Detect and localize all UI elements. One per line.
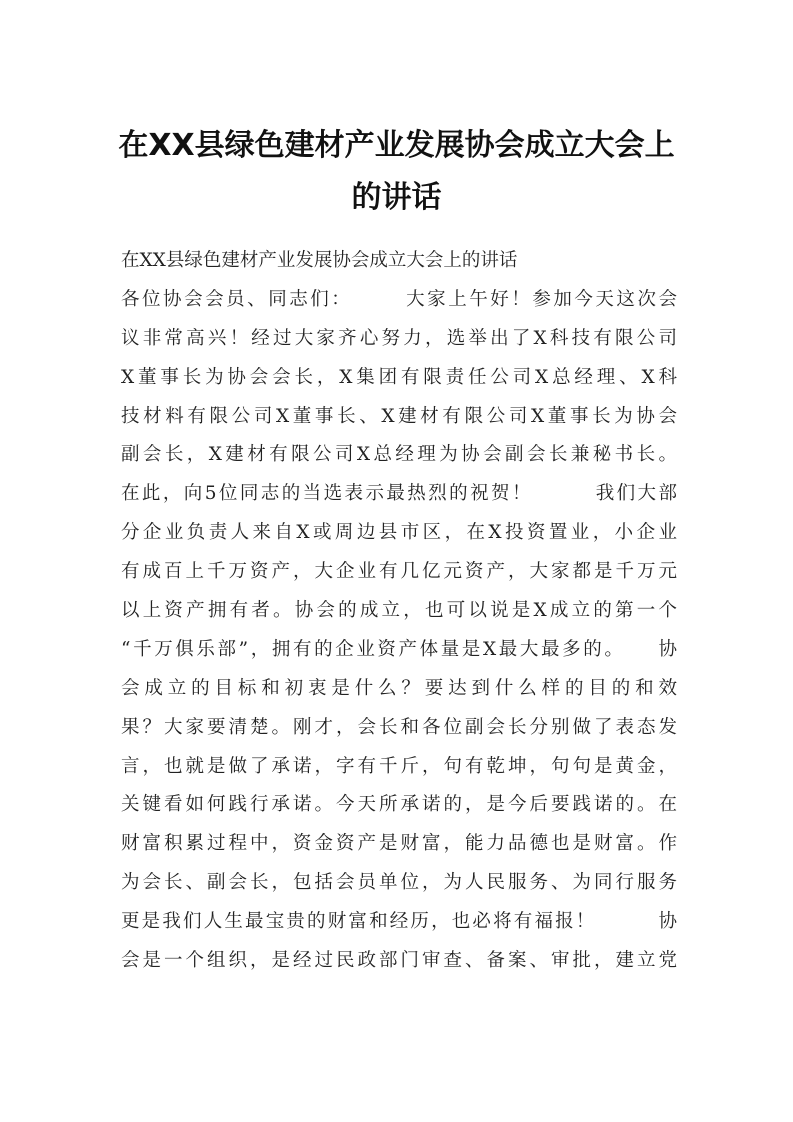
body-line: 各位协会会员、同志们： 大家上午好！参加今天这次会 xyxy=(121,288,677,310)
body-line: 关键看如何践行承诺。今天所承诺的，是今后要践诺的。在 xyxy=(121,794,677,816)
document-title xyxy=(100,120,693,224)
body-line: 为会长、副会长，包括会员单位，为人民服务、为同行服务 xyxy=(121,872,677,894)
body-line: 以上资产拥有者。协会的成立，也可以说是X成立的第一个 xyxy=(121,600,677,622)
body-line: 会成立的目标和初衷是什么？要达到什么样的目的和效 xyxy=(121,677,677,699)
body-line: 在此，向5位同志的当选表示最热烈的祝贺！ 我们大部 xyxy=(121,483,677,505)
body-line: 更是我们人生最宝贵的财富和经历，也必将有福报！ 协 xyxy=(121,911,677,933)
body-line: 副会长，X建材有限公司X总经理为协会副会长兼秘书长。 xyxy=(121,444,677,466)
title-line-1: 在XX县绿色建材产业发展协会成立大会上 xyxy=(118,128,675,163)
body-line: 有成百上千万资产，大企业有几亿元资产，大家都是千万元 xyxy=(121,561,677,583)
body-line: 会是一个组织，是经过民政部门审查、备案、审批，建立党 xyxy=(121,950,677,972)
document-body xyxy=(121,242,677,981)
body-line: 言，也就是做了承诺，字有千斤，句有乾坤，句句是黄金， xyxy=(121,755,677,777)
body-line: 议非常高兴！经过大家齐心努力，选举出了X科技有限公司 xyxy=(121,327,677,349)
body-line: 财富积累过程中，资金资产是财富，能力品德也是财富。作 xyxy=(121,833,677,855)
body-line: “千万俱乐部”，拥有的企业资产体量是X最大最多的。 协 xyxy=(121,638,677,660)
body-line: 技材料有限公司X董事长、X建材有限公司X董事长为协会 xyxy=(121,405,677,427)
body-line: 在XX县绿色建材产业发展协会成立大会上的讲话 xyxy=(121,250,518,271)
body-line: 果？大家要清楚。刚才，会长和各位副会长分别做了表态发 xyxy=(121,716,677,738)
body-line: X董事长为协会会长，X集团有限责任公司X总经理、X科 xyxy=(121,366,677,388)
title-line-2: 的讲话 xyxy=(351,180,442,215)
body-line: 分企业负责人来自X或周边县市区，在X投资置业，小企业 xyxy=(121,522,677,544)
